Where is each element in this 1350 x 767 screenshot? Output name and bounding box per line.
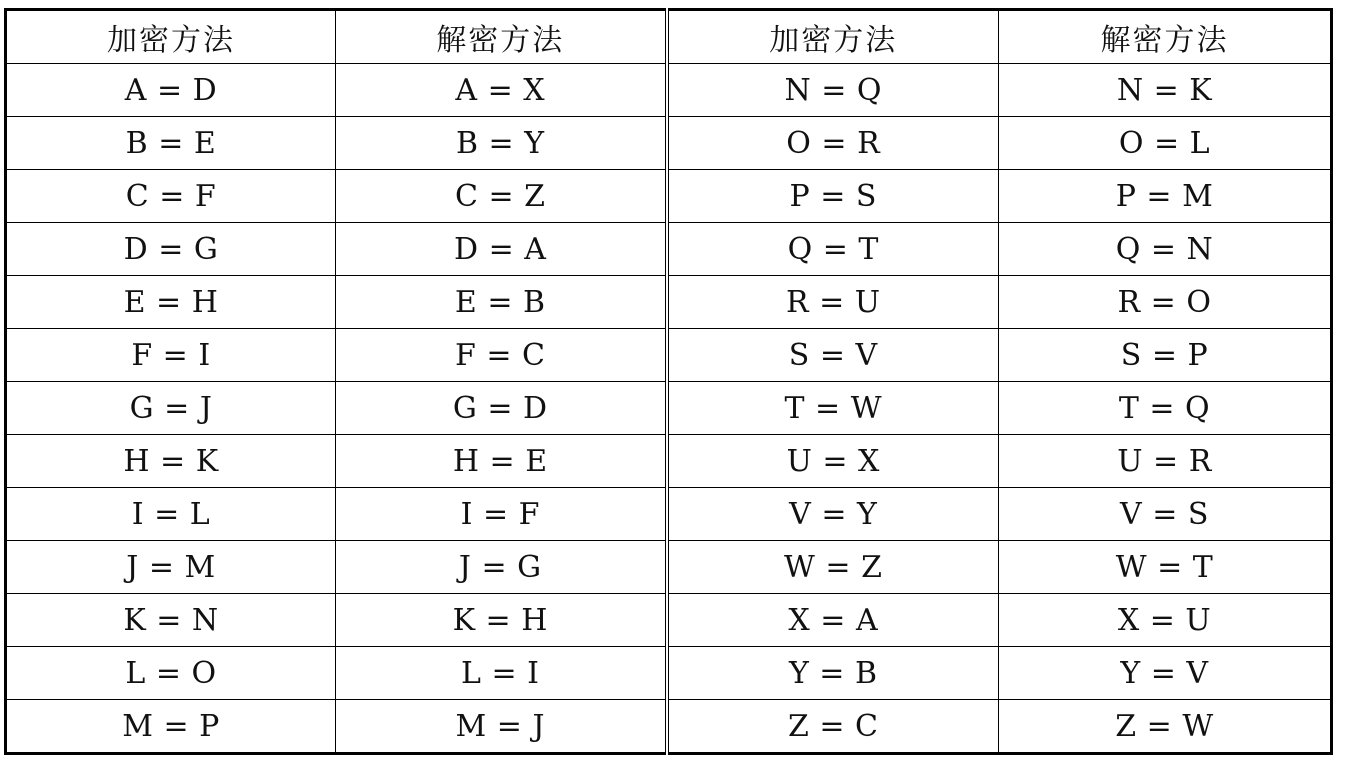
table-cell: K = H <box>336 594 667 647</box>
table-cell: B = Y <box>336 117 667 170</box>
table-cell: D = G <box>6 223 336 276</box>
header-row <box>6 10 1332 64</box>
table-cell: V = Y <box>667 488 999 541</box>
cipher-table <box>4 8 1333 755</box>
table-cell: E = H <box>6 276 336 329</box>
table-cell: B = E <box>6 117 336 170</box>
table-cell: E = B <box>336 276 667 329</box>
table-cell: G = J <box>6 382 336 435</box>
table-row <box>6 435 1332 488</box>
table-row <box>6 700 1332 754</box>
table-cell: Y = B <box>667 647 999 700</box>
table-cell: J = G <box>336 541 667 594</box>
table-cell: Y = V <box>999 647 1332 700</box>
header-decrypt-left: 解密方法 <box>336 10 667 64</box>
table-cell: V = S <box>999 488 1332 541</box>
table-cell: L = O <box>6 647 336 700</box>
table-cell: H = K <box>6 435 336 488</box>
table-cell: T = W <box>667 382 999 435</box>
table-body <box>6 64 1332 754</box>
table-cell: P = S <box>667 170 999 223</box>
table-row <box>6 223 1332 276</box>
table-cell: K = N <box>6 594 336 647</box>
table-cell: X = U <box>999 594 1332 647</box>
table-cell: D = A <box>336 223 667 276</box>
table-cell: Q = T <box>667 223 999 276</box>
table-cell: U = R <box>999 435 1332 488</box>
table-cell: G = D <box>336 382 667 435</box>
table-cell: Z = C <box>667 700 999 754</box>
table-cell: M = P <box>6 700 336 754</box>
table-cell: J = M <box>6 541 336 594</box>
header-encrypt-left: 加密方法 <box>6 10 336 64</box>
table-row <box>6 64 1332 117</box>
table-cell: R = O <box>999 276 1332 329</box>
table-cell: A = D <box>6 64 336 117</box>
table-cell: M = J <box>336 700 667 754</box>
table-cell: R = U <box>667 276 999 329</box>
table-header <box>6 10 1332 64</box>
table-cell: S = V <box>667 329 999 382</box>
table-cell: S = P <box>999 329 1332 382</box>
table-cell: U = X <box>667 435 999 488</box>
table-cell: N = K <box>999 64 1332 117</box>
table-row <box>6 276 1332 329</box>
table-cell: I = L <box>6 488 336 541</box>
table-row <box>6 117 1332 170</box>
table-cell: F = C <box>336 329 667 382</box>
table-row <box>6 647 1332 700</box>
table-cell: A = X <box>336 64 667 117</box>
table-cell: L = I <box>336 647 667 700</box>
table-row <box>6 594 1332 647</box>
table-cell: Q = N <box>999 223 1332 276</box>
table-cell: C = Z <box>336 170 667 223</box>
table-row <box>6 329 1332 382</box>
header-encrypt-right: 加密方法 <box>667 10 999 64</box>
table-row <box>6 382 1332 435</box>
table-row <box>6 170 1332 223</box>
table-cell: O = L <box>999 117 1332 170</box>
table-cell: I = F <box>336 488 667 541</box>
table-cell: C = F <box>6 170 336 223</box>
table-row <box>6 488 1332 541</box>
table-cell: H = E <box>336 435 667 488</box>
table-cell: W = Z <box>667 541 999 594</box>
table-row <box>6 541 1332 594</box>
table-cell: T = Q <box>999 382 1332 435</box>
table-cell: P = M <box>999 170 1332 223</box>
table-cell: W = T <box>999 541 1332 594</box>
table-cell: F = I <box>6 329 336 382</box>
table-cell: O = R <box>667 117 999 170</box>
table-cell: X = A <box>667 594 999 647</box>
table-cell: N = Q <box>667 64 999 117</box>
table-cell: Z = W <box>999 700 1332 754</box>
header-decrypt-right: 解密方法 <box>999 10 1332 64</box>
